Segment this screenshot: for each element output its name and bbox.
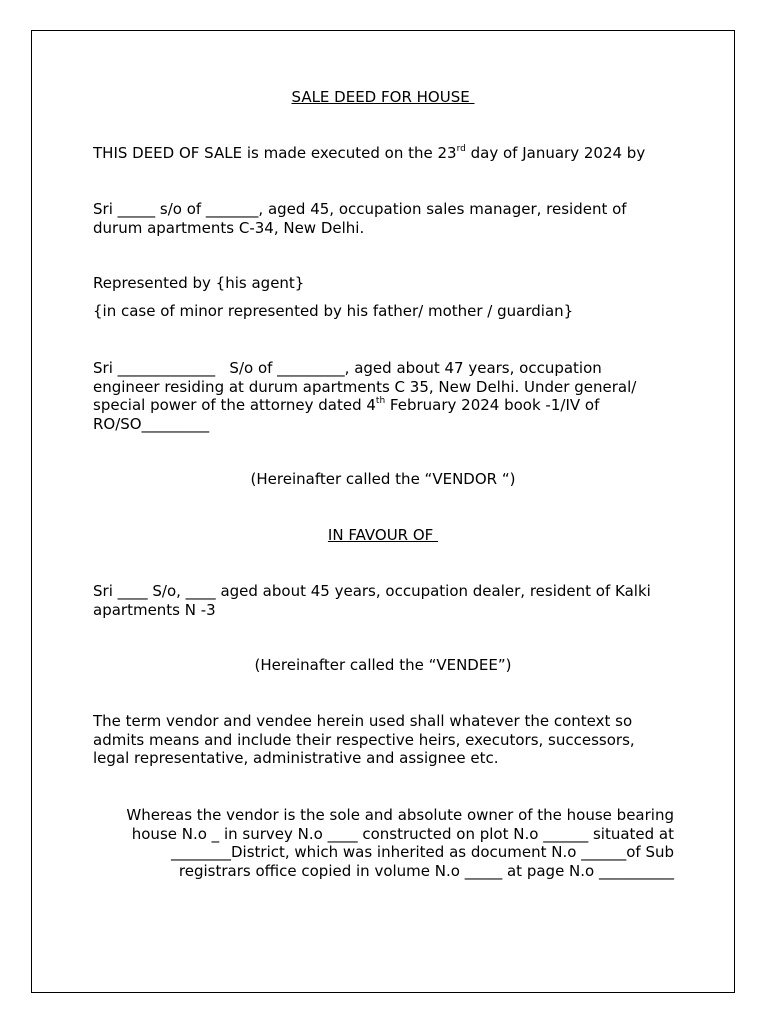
agent-line-3 [93, 396, 599, 415]
whereas-line-3: ________District, which was inherited as document N.o ______of Sub [171, 843, 674, 861]
vendor-owner-line-1: Sri _____ s/o of _______, aged 45, occupation sales manager, resident of [93, 200, 627, 218]
intro-line [93, 144, 645, 163]
intro-text-end: day of January 2024 by [465, 144, 646, 162]
intro-superscript: rd [456, 144, 466, 154]
vendee-label: (Hereinafter called the “VENDEE”) [254, 656, 512, 674]
agent-line-4: RO/SO_________ [93, 414, 210, 433]
agent-line-2: engineer residing at durum apartments C 35, New Delhi. Under general/ [93, 377, 637, 396]
whereas-line-2: house N.o _ in survey N.o ____ constructed on plot N.o ______ situated at [131, 824, 674, 843]
document-page [31, 30, 735, 993]
definition-line-2: admits means and include their respective heirs, executors, successors, [93, 730, 635, 749]
whereas-line-1: Whereas the vendor is the sole and absolute owner of the house bearing [126, 806, 674, 824]
in-favour-of-heading: IN FAVOUR OF [327, 526, 439, 544]
whereas-line-4: registrars office copied in volume N.o _____ at page N.o __________ [178, 861, 674, 880]
agent-superscript: th [375, 396, 386, 406]
vendor-label: (Hereinafter called the “VENDOR “) [250, 470, 516, 488]
vendor-owner-line-2: durum apartments C-34, New Delhi. [93, 218, 365, 237]
agent-line-3-text: special power of the attorney dated 4 [93, 396, 376, 414]
agent-line-3-end: February 2024 book -1/IV of [385, 396, 600, 414]
intro-text: THIS DEED OF SALE is made executed on the 23 [93, 144, 457, 162]
definition-line-1: The term vendor and vendee herein used shall whatever the context so [93, 712, 633, 730]
definition-line-3: legal representative, administrative and assignee etc. [93, 749, 499, 767]
represented-by: Represented by {his agent} [93, 274, 305, 292]
vendee-line-2: apartments N -3 [93, 600, 216, 619]
vendee-line-1: Sri ____ S/o, ____ aged about 45 years, occupation dealer, resident of Kalki [93, 582, 651, 600]
deed-title: SALE DEED FOR HOUSE [291, 88, 475, 106]
agent-line-1: Sri _____________ S/o of _________, aged about 47 years, occupation [93, 359, 602, 377]
minor-clause: {in case of minor represented by his father/ mother / guardian} [93, 302, 574, 320]
